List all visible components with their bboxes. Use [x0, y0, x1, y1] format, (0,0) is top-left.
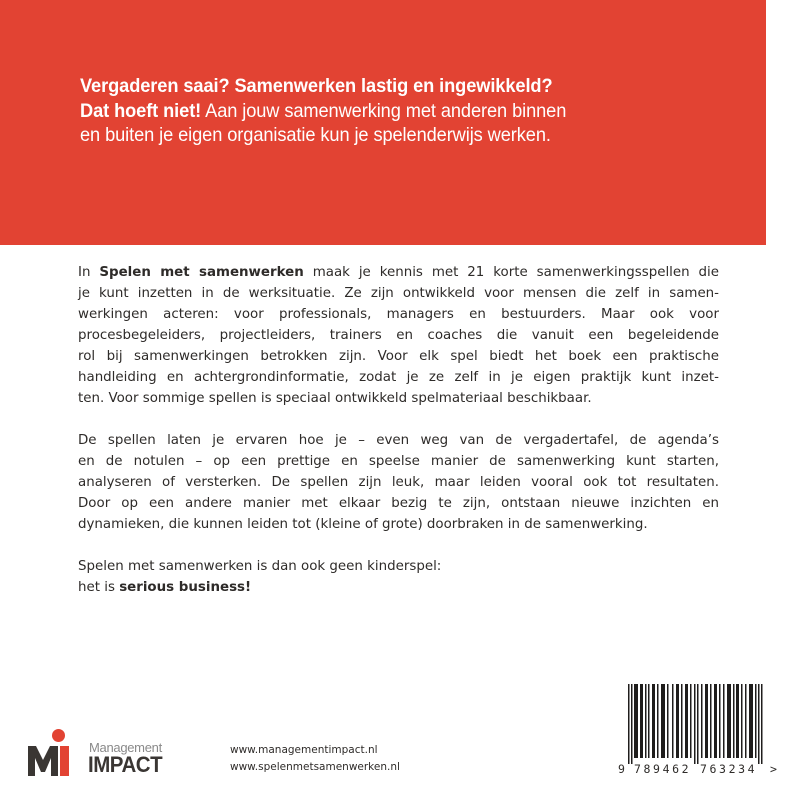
paragraph-line: werkingen acteren: voor professionals, managers en bestuurders. Maar ook voor: [78, 307, 719, 322]
paragraph-line: ten. Voor sommige spellen is speciaal ontwikkeld spelmateriaal beschikbaar.: [78, 391, 592, 406]
paragraph-games: [78, 430, 719, 535]
publisher-logo: [28, 726, 178, 776]
header-line-2: [80, 99, 660, 124]
serious-business-emphasis: serious business!: [119, 580, 252, 595]
url-management-impact[interactable]: www.managementimpact.nl: [230, 744, 378, 756]
book-title-emphasis: Spelen met samenwerken: [99, 265, 304, 280]
paragraph-line: De spellen laten je ervaren hoe je – even weg van de vergadertafel, de agenda’s: [78, 433, 719, 448]
paragraph-intro: [78, 262, 719, 409]
paragraph-line: analyseren of versterken. De spellen zijn leuk, maar leiden vooral ook tot resultaten.: [78, 475, 719, 490]
isbn-group-2: 763234: [700, 762, 758, 776]
paragraph-line: [78, 262, 719, 283]
paragraph-closing: [78, 556, 719, 598]
isbn-barcode: [620, 684, 780, 784]
header-line-2-regular: Aan jouw samenwerking met anderen binnen: [201, 99, 567, 122]
header-line-1: [80, 74, 660, 99]
mi-logo-icon: [28, 746, 58, 776]
paragraph-line: je kunt inzetten in de werksituatie. Ze zijn ontwikkeld voor mensen die zelf in samen-: [78, 286, 719, 301]
paragraph-line: Door op een andere manier met elkaar bezig te zijn, ontstaan nieuwe inzichten en: [78, 496, 719, 511]
logo-red-dot-icon: [52, 729, 65, 742]
paragraph-line: [78, 577, 719, 598]
paragraph-line: procesbegeleiders, projectleiders, trainers en coaches die vanuit een begeleidende: [78, 328, 719, 343]
isbn-lead-digit: 9: [618, 762, 625, 776]
header-line-3: en buiten je eigen organisatie kun je spelenderwijs werken.: [80, 124, 551, 146]
isbn-group-1: 789462: [634, 762, 692, 776]
logo-bottom-word: IMPACT: [88, 752, 163, 777]
header-red-block: [0, 0, 766, 245]
website-links: [230, 742, 400, 776]
text-fragment: maak je kennis met 21 korte samenwerkingsspellen die: [303, 265, 719, 280]
url-spelen-met-samenwerken[interactable]: www.spelenmetsamenwerken.nl: [230, 761, 400, 773]
logo-red-bar-icon: [60, 746, 69, 776]
paragraph-line: handleiding en achtergrondinformatie, zodat je ze zelf in je eigen praktijk kunt inzet-: [78, 370, 719, 385]
header-emphasis-text: Dat hoeft niet!: [80, 99, 202, 122]
barcode-icon: [620, 684, 780, 766]
paragraph-line: en de notulen – op een prettige en speelse manier de samenwerking kunt starten,: [78, 454, 719, 469]
paragraph-line: rol bij samenwerkingen betrokken zijn. Voor elk spel biedt het boek een praktische: [78, 349, 719, 364]
header-blurb: [80, 74, 660, 148]
text-fragment: In: [78, 265, 100, 280]
quiet-zone-marker: >: [770, 762, 777, 776]
text-fragment: het is: [78, 580, 120, 595]
description-body: [78, 262, 719, 619]
paragraph-line: Spelen met samenwerken is dan ook geen kinderspel:: [78, 559, 442, 574]
paragraph-line: dynamieken, die kunnen leiden tot (kleine of grote) doorbraken in de samenwerking.: [78, 517, 648, 532]
logo-top-word: Management: [89, 740, 162, 755]
header-question-text: Vergaderen saai? Samenwerken lastig en ingewikkeld?: [80, 75, 553, 97]
